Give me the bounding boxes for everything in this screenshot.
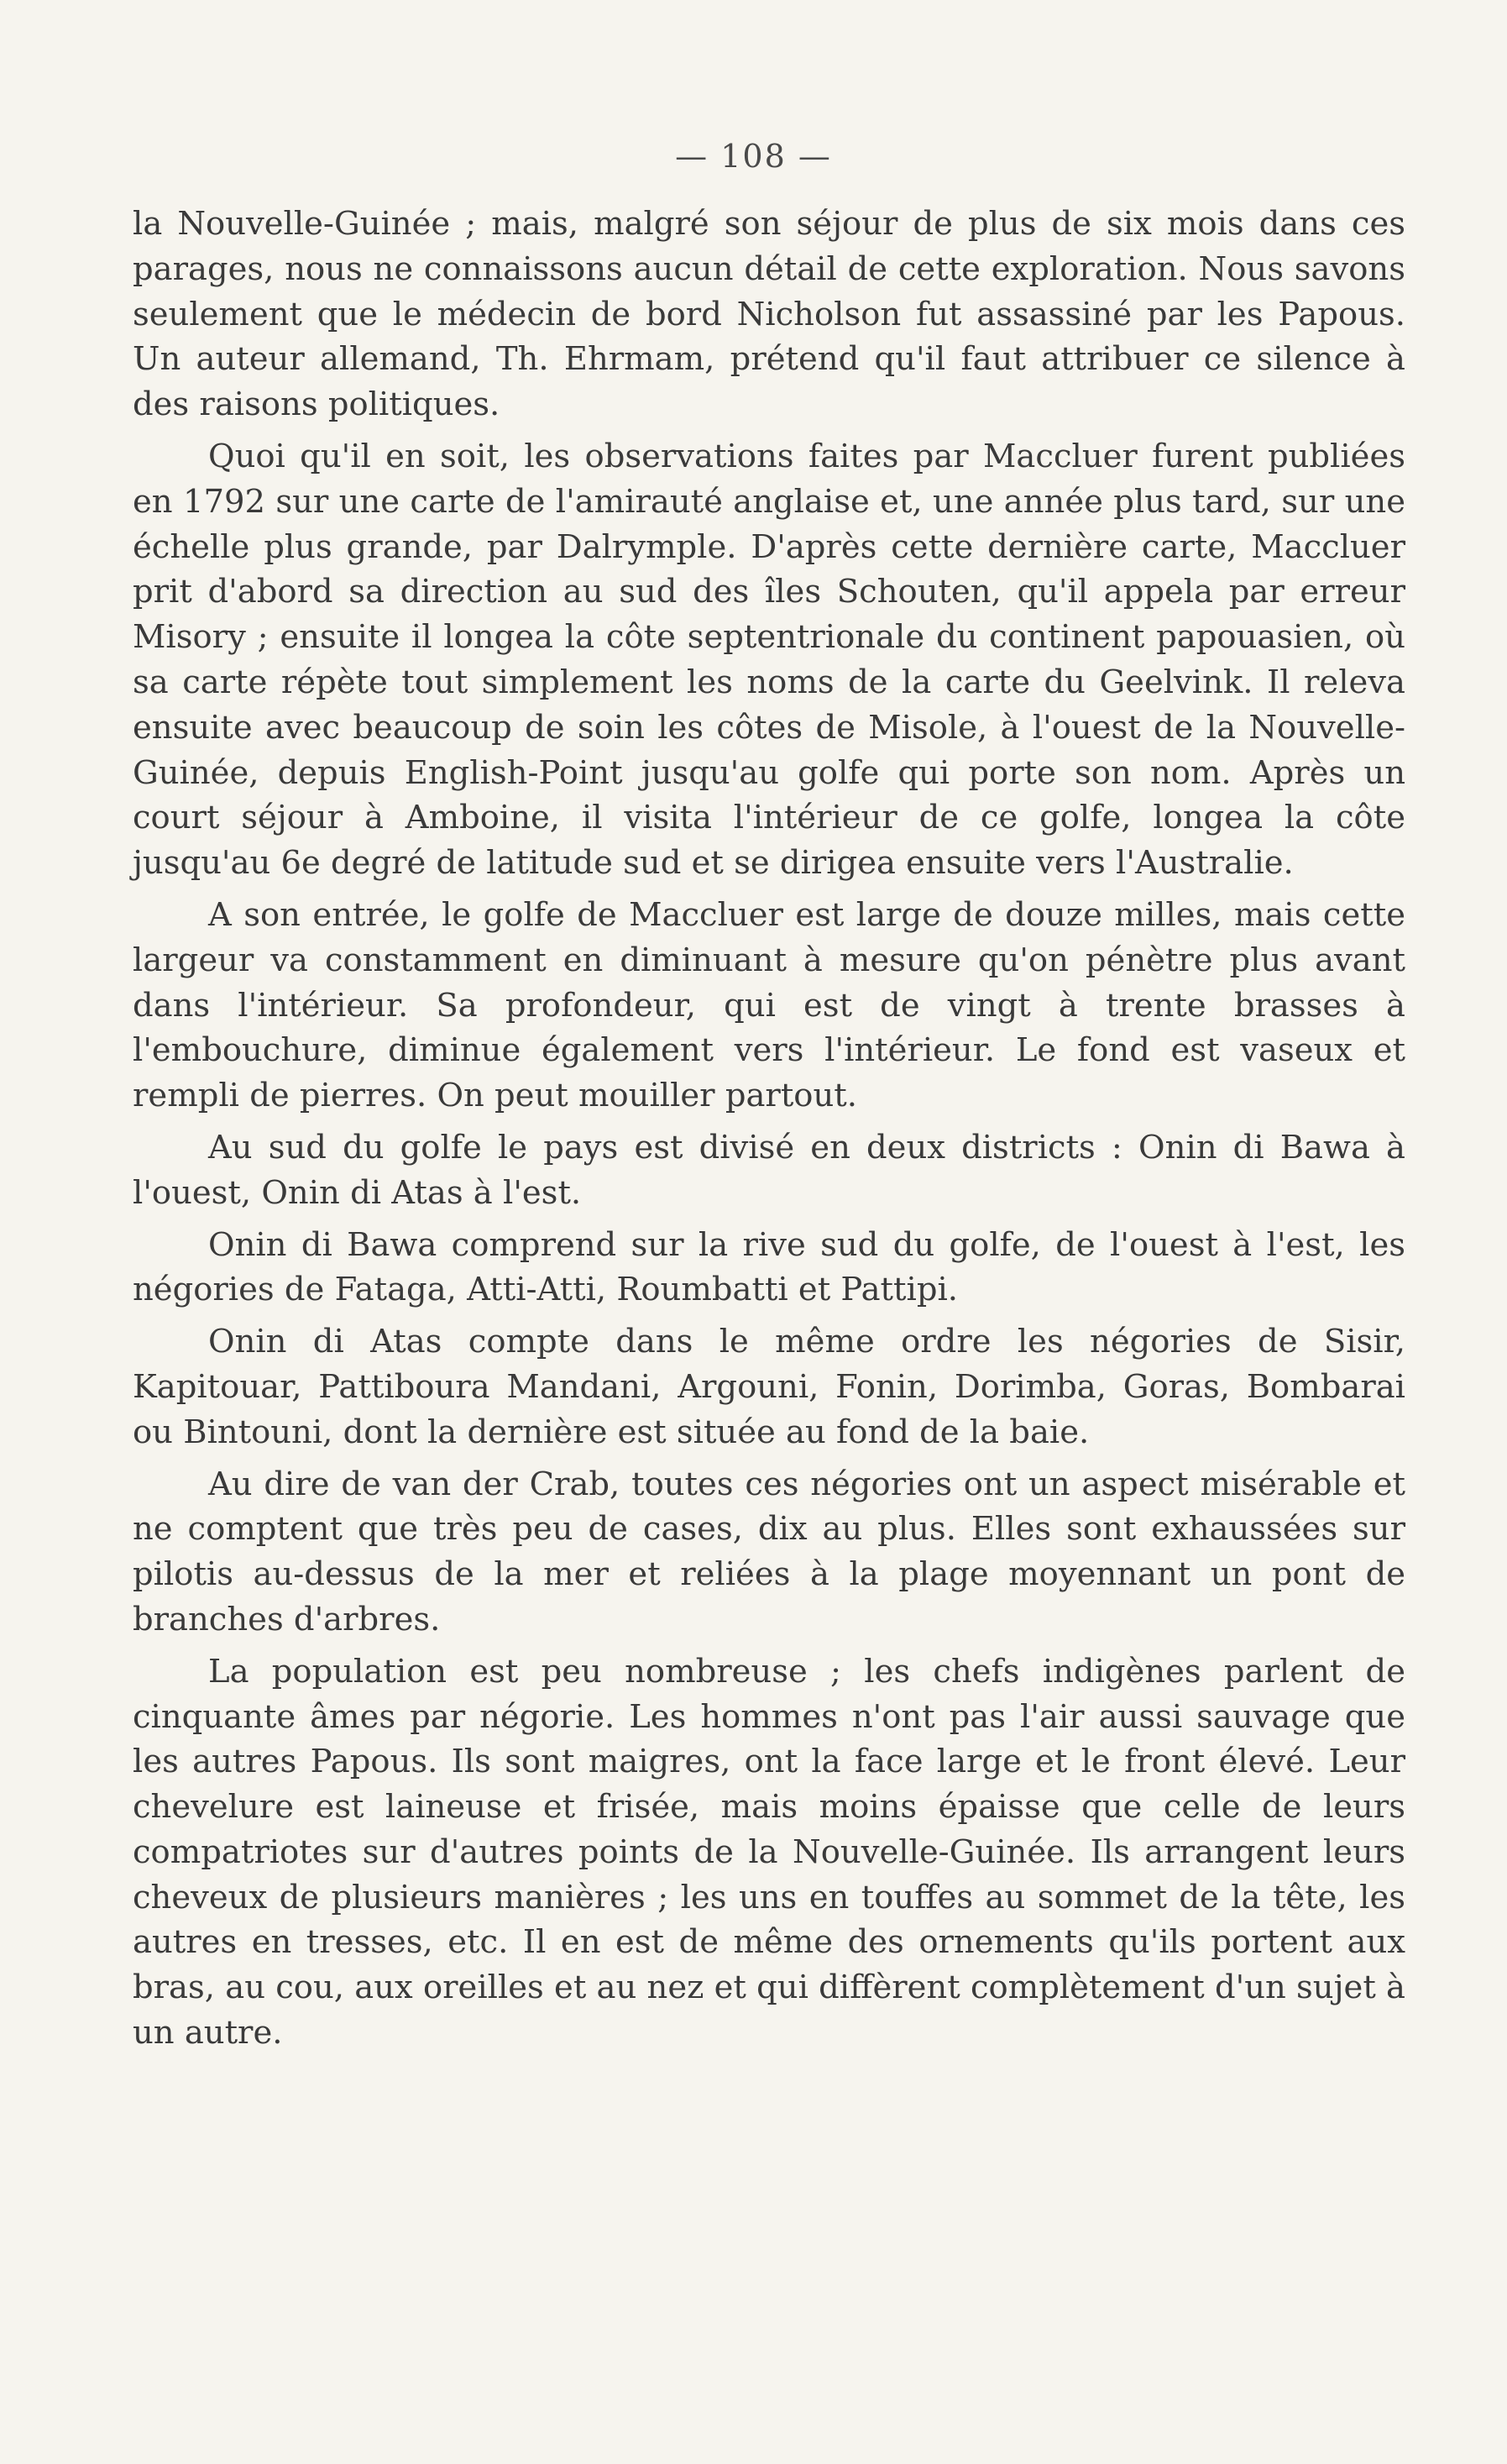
paragraph-5: Onin di Bawa comprend sur la rive sud du golfe, de l'ouest à l'est, les négories de Fataga, Atti-Atti, Roumbatti et Pattipi. [133,1225,1405,1309]
page-number: — 108 — [675,138,832,175]
paragraph-6: Onin di Atas compte dans le même ordre les négories de Sisir, Kapitouar, Pattiboura Mandani, Argouni, Fonin, Dorimba, Goras, Bombarai ou Bintouni, dont la dernière est située au fond de la baie. [133,1323,1405,1451]
paragraph-1: la Nouvelle-Guinée ; mais, malgré son séjour de plus de six mois dans ces parages, nous ne connaissons aucun détail de cette exploration. Nous savons seulement que le médecin de bord Nicholson fut assassiné par les Papous. Un auteur allemand, Th. Ehrmam, prétend qu'il faut attribuer ce silence à des raisons politiques. [133,205,1405,424]
paragraph-8: La population est peu nombreuse ; les chefs indigènes parlent de cinquante âmes par négorie. Les hommes n'ont pas l'air aussi sauvage que les autres Papous. Ils sont maigres, ont la face large et le front élevé. Leur chevelure est laineuse et frisée, mais moins épaisse que celle de leurs compatriotes sur d'autres points de la Nouvelle-Guinée. Ils arrangent leurs cheveux de plusieurs manières ; les uns en touffes au sommet de la tête, les autres en tresses, etc. Il en est de même des ornements qu'ils portent aux bras, au cou, aux oreilles et au nez et qui diffèrent complètement d'un sujet à un autre. [133,1652,1405,2052]
paragraph-4: Au sud du golfe le pays est divisé en deux districts : Onin di Bawa à l'ouest, Onin di Atas à l'est. [133,1128,1405,1212]
paragraph-3: A son entrée, le golfe de Maccluer est large de douze milles, mais cette largeur va constamment en diminuant à mesure qu'on pénètre plus avant dans l'intérieur. Sa profondeur, qui est de vingt à trente brasses à l'embouchure, diminue également vers l'intérieur. Le fond est vaseux et rempli de pierres. On peut mouiller partout. [133,895,1405,1115]
paragraph-7: Au dire de van der Crab, toutes ces négories ont un aspect misérable et ne comptent que très peu de cases, dix au plus. Elles sont exhaussées sur pilotis au-dessus de la mer et reliées à la plage moyennant un pont de branches d'arbres. [133,1465,1405,1638]
body-text [133,202,1405,2063]
paragraph-2: Quoi qu'il en soit, les observations faites par Maccluer furent publiées en 1792 sur une carte de l'amirauté anglaise et, une année plus tard, sur une échelle plus grande, par Dalrymple. D'après cette dernière carte, Maccluer prit d'abord sa direction au sud des îles Schouten, qu'il appela par erreur Misory ; ensuite il longea la côte septentrionale du continent papouasien, où sa carte répète tout simplement les noms de la carte du Geelvink. Il releva ensuite avec beaucoup de soin les côtes de Misole, à l'ouest de la Nouvelle-Guinée, depuis English-Point jusqu'au golfe qui porte son nom. Après un court séjour à Amboine, il visita l'intérieur de ce golfe, longea la côte jusqu'au 6e degré de latitude sud et se dirigea ensuite vers l'Australie. [133,437,1405,883]
